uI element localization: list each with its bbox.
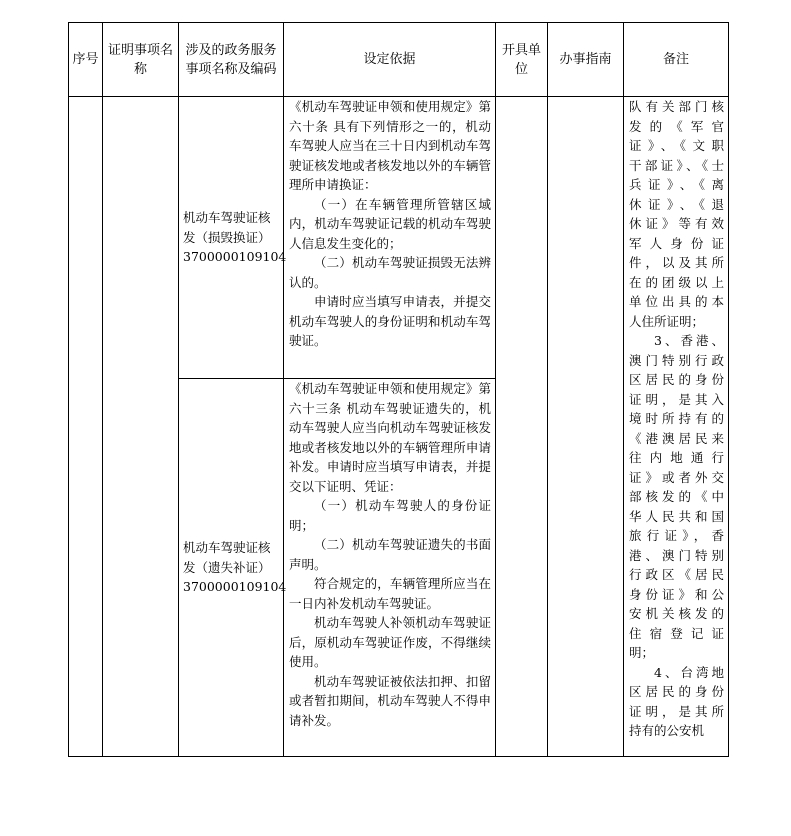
service-name-cell xyxy=(179,379,287,757)
remark-line: 单位出具的本 xyxy=(629,294,724,309)
remark-line: 休证》等有效 xyxy=(629,216,724,231)
basis-paragraph: 符合规定的，车辆管理所应当在一日内补发机动车驾驶证。 xyxy=(289,576,491,611)
remark-line: 在的团级以上 xyxy=(629,274,724,290)
remark-line: 区居民的身份 xyxy=(629,684,724,699)
service-code: 3700000109104 xyxy=(183,249,287,265)
remark-line: 区居民的身份 xyxy=(629,372,724,387)
remark-line: 证》、《文职 xyxy=(629,138,724,153)
remark-line: 身份证》和公 xyxy=(629,586,724,602)
remark-line: 港、澳门特别 xyxy=(629,547,724,563)
header-issuing-unit: 开具单位 xyxy=(496,23,548,97)
remark-line: 休证》、《退 xyxy=(629,196,724,212)
service-code: 3700000109104 xyxy=(183,579,287,595)
header-index: 序号 xyxy=(69,23,103,97)
basis-paragraph: 《机动车驾驶证申领和使用规定》第六十条 具有下列情形之一的，机动车驾驶人应当在三十日内到机动车驾驶证核发地或者核发地以外的车辆管理所申请换证： xyxy=(289,99,491,192)
basis-paragraph: 申请时应当填写申请表，并提交机动车驾驶人的身份证明和机动车驾驶证。 xyxy=(289,294,491,348)
table-row xyxy=(69,97,729,379)
header-service-name-code: 涉及的政务服务事项名称及编码 xyxy=(179,23,284,97)
remark-line: 4、台湾地 xyxy=(654,664,724,680)
issuing-unit-cell xyxy=(496,97,548,757)
header-basis: 设定依据 xyxy=(284,23,496,97)
basis-paragraph: 机动车驾驶证被依法扣押、扣留或者暂扣期间，机动车驾驶人不得申请补发。 xyxy=(289,673,491,728)
basis-cell xyxy=(284,379,496,757)
service-name-cell xyxy=(179,97,287,379)
certificate-table xyxy=(68,22,729,757)
remark-line: 人住所证明； xyxy=(629,313,705,329)
certificate-table-sheet xyxy=(68,22,728,757)
service-name: 机动车驾驶证核发（损毁换证） xyxy=(183,210,271,245)
remark-line: 军人身份证 xyxy=(629,235,724,251)
header-remarks: 备注 xyxy=(624,23,729,97)
basis-cell xyxy=(284,97,496,379)
remark-line: 件，以及其所 xyxy=(629,255,724,270)
remarks-cell xyxy=(624,97,729,757)
remark-line: 3、香港、 xyxy=(654,333,724,348)
index-cell xyxy=(69,97,103,757)
remark-line: 境时所持有的 xyxy=(629,411,724,426)
remark-line: 证》或者外交 xyxy=(629,469,724,485)
guide-cell xyxy=(548,97,624,757)
remark-line: 旅行证》，香 xyxy=(629,528,724,543)
remark-line: 华人民共和国 xyxy=(629,508,724,524)
remark-line: 证明，是其入 xyxy=(629,391,724,407)
remark-line: 安机关核发的 xyxy=(629,606,724,621)
remark-line: 部核发的《中 xyxy=(629,489,724,504)
remark-line: 兵证》、《离 xyxy=(629,177,724,192)
basis-paragraph: （一）机动车驾驶人的身份证明； xyxy=(289,498,491,533)
basis-paragraph: 《机动车驾驶证申领和使用规定》第六十三条 机动车驾驶证遗失的，机动车驾驶人应当向机动车驾驶证核发地或者核发地以外的车辆管理所申请补发。申请时应当填写申请表，并提交以下证明、凭证： xyxy=(289,381,491,494)
remark-line: 发的《军官 xyxy=(629,118,724,134)
header-certificate-name: 证明事项名称 xyxy=(103,23,179,97)
basis-paragraph: （一）在车辆管理所管辖区域内，机动车驾驶证记载的机动车驾驶人信息发生变化的； xyxy=(289,196,491,251)
remark-line: 队有关部门核 xyxy=(629,99,724,114)
basis-paragraph: （二）机动车驾驶证损毁无法辨认的。 xyxy=(289,255,491,290)
remark-line: 往内地通行 xyxy=(629,450,724,465)
remark-line: 证明，是其所 xyxy=(629,703,724,719)
remark-line: 持有的公安机 xyxy=(629,723,705,738)
service-name: 机动车驾驶证核发（遗失补证） xyxy=(183,540,271,575)
remark-line: 住宿登记证 xyxy=(629,625,724,641)
basis-paragraph: （二）机动车驾驶证遗失的书面声明。 xyxy=(289,537,491,572)
remark-line: 《港澳居民来 xyxy=(629,430,724,446)
header-guide: 办事指南 xyxy=(548,23,624,97)
header-row xyxy=(69,23,729,97)
remark-line: 明； xyxy=(629,645,655,660)
remark-line: 行政区《居民 xyxy=(629,567,724,582)
basis-paragraph: 机动车驾驶人补领机动车驾驶证后，原机动车驾驶证作废，不得继续使用。 xyxy=(289,615,491,669)
remark-line: 澳门特别行政 xyxy=(629,352,724,368)
remark-line: 干部证》、《士 xyxy=(629,157,724,173)
certificate-name-cell xyxy=(103,97,179,757)
